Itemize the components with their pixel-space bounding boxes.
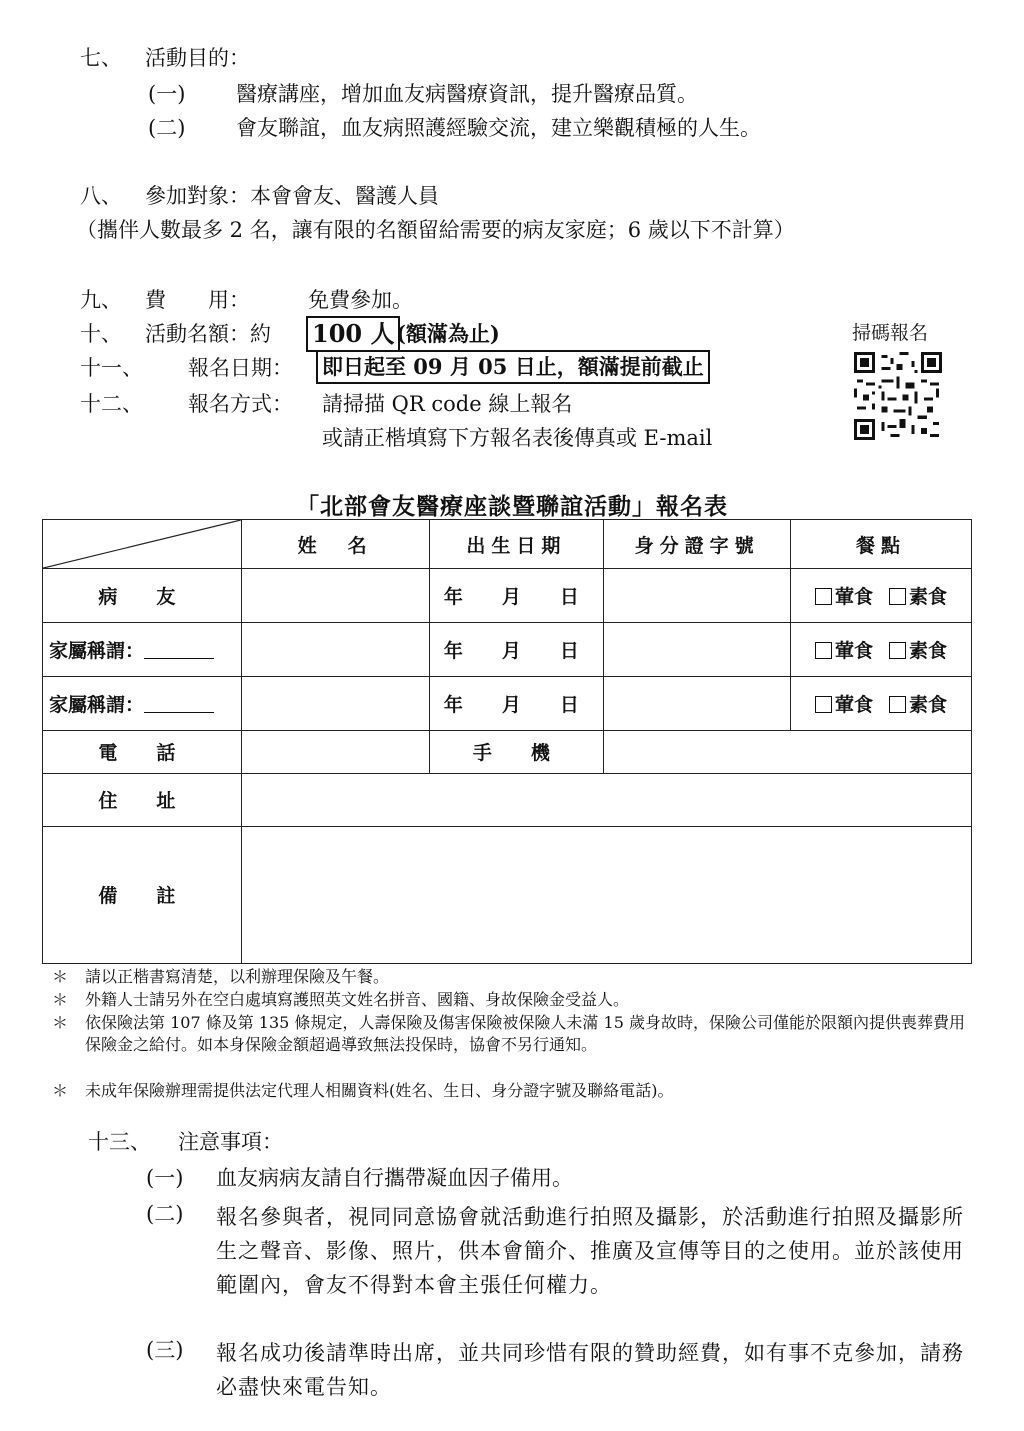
vegetarian-label: 素食: [909, 640, 948, 663]
notice-3-text: 報名成功後請準時出席，並共同珍惜有限的贊助經費，如有事不克參加，請務必盡快來電告知。: [216, 1341, 964, 1399]
meat-checkbox[interactable]: [815, 642, 832, 659]
section-7-item-2-number: (二): [148, 116, 186, 140]
section-7-item-2-text: 會友聯誼，血友病照護經驗交流，建立樂觀積極的人生。: [236, 116, 761, 140]
vegetarian-checkbox[interactable]: [889, 642, 906, 659]
notice-1-text: 血友病病友請自行攜帶凝血因子備用。: [216, 1166, 573, 1190]
mobile-field[interactable]: [604, 731, 972, 773]
diagonal-header-cell: [43, 520, 242, 569]
note-3: [52, 1012, 992, 1078]
family-1-birth-date[interactable]: 年 月 日: [429, 623, 604, 677]
section-7-number: 七、: [80, 46, 122, 70]
note-bullet: ＊: [52, 1081, 69, 1100]
vegetarian-checkbox[interactable]: [889, 588, 906, 605]
family-1-meal-options: [791, 623, 972, 677]
meat-label: 葷食: [834, 586, 873, 609]
note-bullet: ＊: [52, 990, 69, 1009]
section-9-value: 免費參加。: [308, 288, 413, 312]
row-label-phone: 電 話: [43, 731, 242, 773]
family-2-name-field[interactable]: [241, 677, 429, 731]
note-text: 請以正楷書寫清楚，以利辦理保險及午餐。: [85, 967, 390, 986]
section-9-heading: 費 用：: [145, 288, 250, 312]
row-label-patient: 病 友: [43, 569, 242, 623]
meat-label: 葷食: [834, 694, 873, 717]
note-text: 未成年保險辦理需提供法定代理人相關資料(姓名、生日、身分證字號及聯絡電話)。: [85, 1081, 674, 1100]
section-7-heading: 活動目的：: [145, 46, 250, 70]
note-bullet: ＊: [52, 967, 69, 986]
note-2: [52, 989, 992, 1011]
section-12-line-2: 或請正楷填寫下方報名表後傳真或 E-mail: [322, 426, 713, 450]
section-10-heading: 活動名額：約: [145, 322, 271, 346]
notice-1-number: (一): [146, 1166, 184, 1190]
remark-field[interactable]: [241, 826, 971, 963]
section-12-number: 十二、: [80, 392, 143, 416]
meat-checkbox[interactable]: [815, 696, 832, 713]
family-1-name-field[interactable]: [241, 623, 429, 677]
note-text: 依保險法第 107 條及第 135 條規定，人壽保險及傷害保險被保險人未滿 15 歲身故時，保險公司僅能於限額內提供喪葬費用保險金之給付。如本身保險金額超過導致無法投保時，協會不另行通知。: [85, 1013, 965, 1054]
vegetarian-checkbox[interactable]: [889, 696, 906, 713]
section-9-number: 九、: [80, 288, 122, 312]
family-2-id-field[interactable]: [604, 677, 791, 731]
row-label-family-2: [43, 677, 242, 731]
row-label-family-1: [43, 623, 242, 677]
registration-form-table: [42, 519, 972, 964]
header-id-number: 身分證字號: [604, 520, 791, 569]
form-title: 「北部會友醫療座談暨聯誼活動」報名表: [296, 493, 728, 520]
phone-field[interactable]: [241, 731, 429, 773]
family-1-label: 家屬稱謂：: [49, 640, 145, 663]
vegetarian-label: 素食: [909, 586, 948, 609]
qr-code-icon[interactable]: [854, 352, 942, 440]
section-13-number: 十三、: [88, 1130, 151, 1154]
row-label-address: 住 址: [43, 773, 242, 826]
family-1-relation-field[interactable]: [144, 640, 214, 659]
quota-suffix: (額滿為止): [396, 321, 500, 346]
qr-label: 掃碼報名: [852, 322, 929, 344]
meat-checkbox[interactable]: [815, 588, 832, 605]
family-2-meal-options: [791, 677, 972, 731]
patient-id-field[interactable]: [604, 569, 791, 623]
header-birth-date: 出生日期: [429, 520, 604, 569]
patient-birth-date[interactable]: 年 月 日: [429, 569, 604, 623]
note-bullet: ＊: [52, 1013, 69, 1032]
section-8-number: 八、: [80, 184, 122, 208]
address-field[interactable]: [241, 773, 971, 826]
row-label-remark: 備 註: [43, 826, 242, 963]
section-12-line-1: 請掃描 QR code 線上報名: [322, 392, 573, 416]
quota-value: 100 人: [306, 316, 400, 352]
family-2-birth-date[interactable]: 年 月 日: [429, 677, 604, 731]
notice-2-number: (二): [146, 1202, 184, 1226]
row-label-mobile: 手 機: [429, 731, 604, 773]
vegetarian-label: 素食: [909, 694, 948, 717]
section-8-heading: 參加對象：本會會友、醫護人員: [145, 184, 439, 208]
section-7-item-1-text: 醫療講座，增加血友病醫療資訊，提升醫療品質。: [236, 82, 698, 106]
registration-period: 即日起至 09 月 05 日止，額滿提前截止: [316, 350, 710, 384]
family-2-relation-field[interactable]: [144, 694, 214, 713]
note-1: [52, 966, 992, 988]
section-12-heading: 報名方式：: [188, 392, 293, 416]
section-10-number: 十、: [80, 322, 122, 346]
section-8-note: （攜伴人數最多 2 名，讓有限的名額留給需要的病友家庭；6 歲以下不計算）: [76, 218, 795, 242]
patient-name-field[interactable]: [241, 569, 429, 623]
note-text: 外籍人士請另外在空白處填寫護照英文姓名拼音、國籍、身故保險金受益人。: [85, 990, 630, 1009]
header-name: 姓 名: [241, 520, 429, 569]
family-2-label: 家屬稱謂：: [49, 694, 145, 717]
meat-label: 葷食: [834, 640, 873, 663]
section-11-heading: 報名日期：: [188, 356, 293, 380]
family-1-id-field[interactable]: [604, 623, 791, 677]
note-4: [52, 1080, 992, 1102]
notice-3-number: (三): [146, 1338, 184, 1362]
section-13-heading: 注意事項：: [178, 1130, 283, 1154]
section-11-number: 十一、: [80, 356, 143, 380]
patient-meal-options: [791, 569, 972, 623]
header-meal: 餐點: [791, 520, 972, 569]
section-7-item-1-number: (一): [148, 82, 186, 106]
notice-2-text: 報名參與者，視同同意協會就活動進行拍照及攝影，於活動進行拍照及攝影所生之聲音、影像、照片，供本會簡介、推廣及宣傳等目的之使用。並於該使用範圍內，會友不得對本會主張任何權力。: [216, 1205, 964, 1297]
